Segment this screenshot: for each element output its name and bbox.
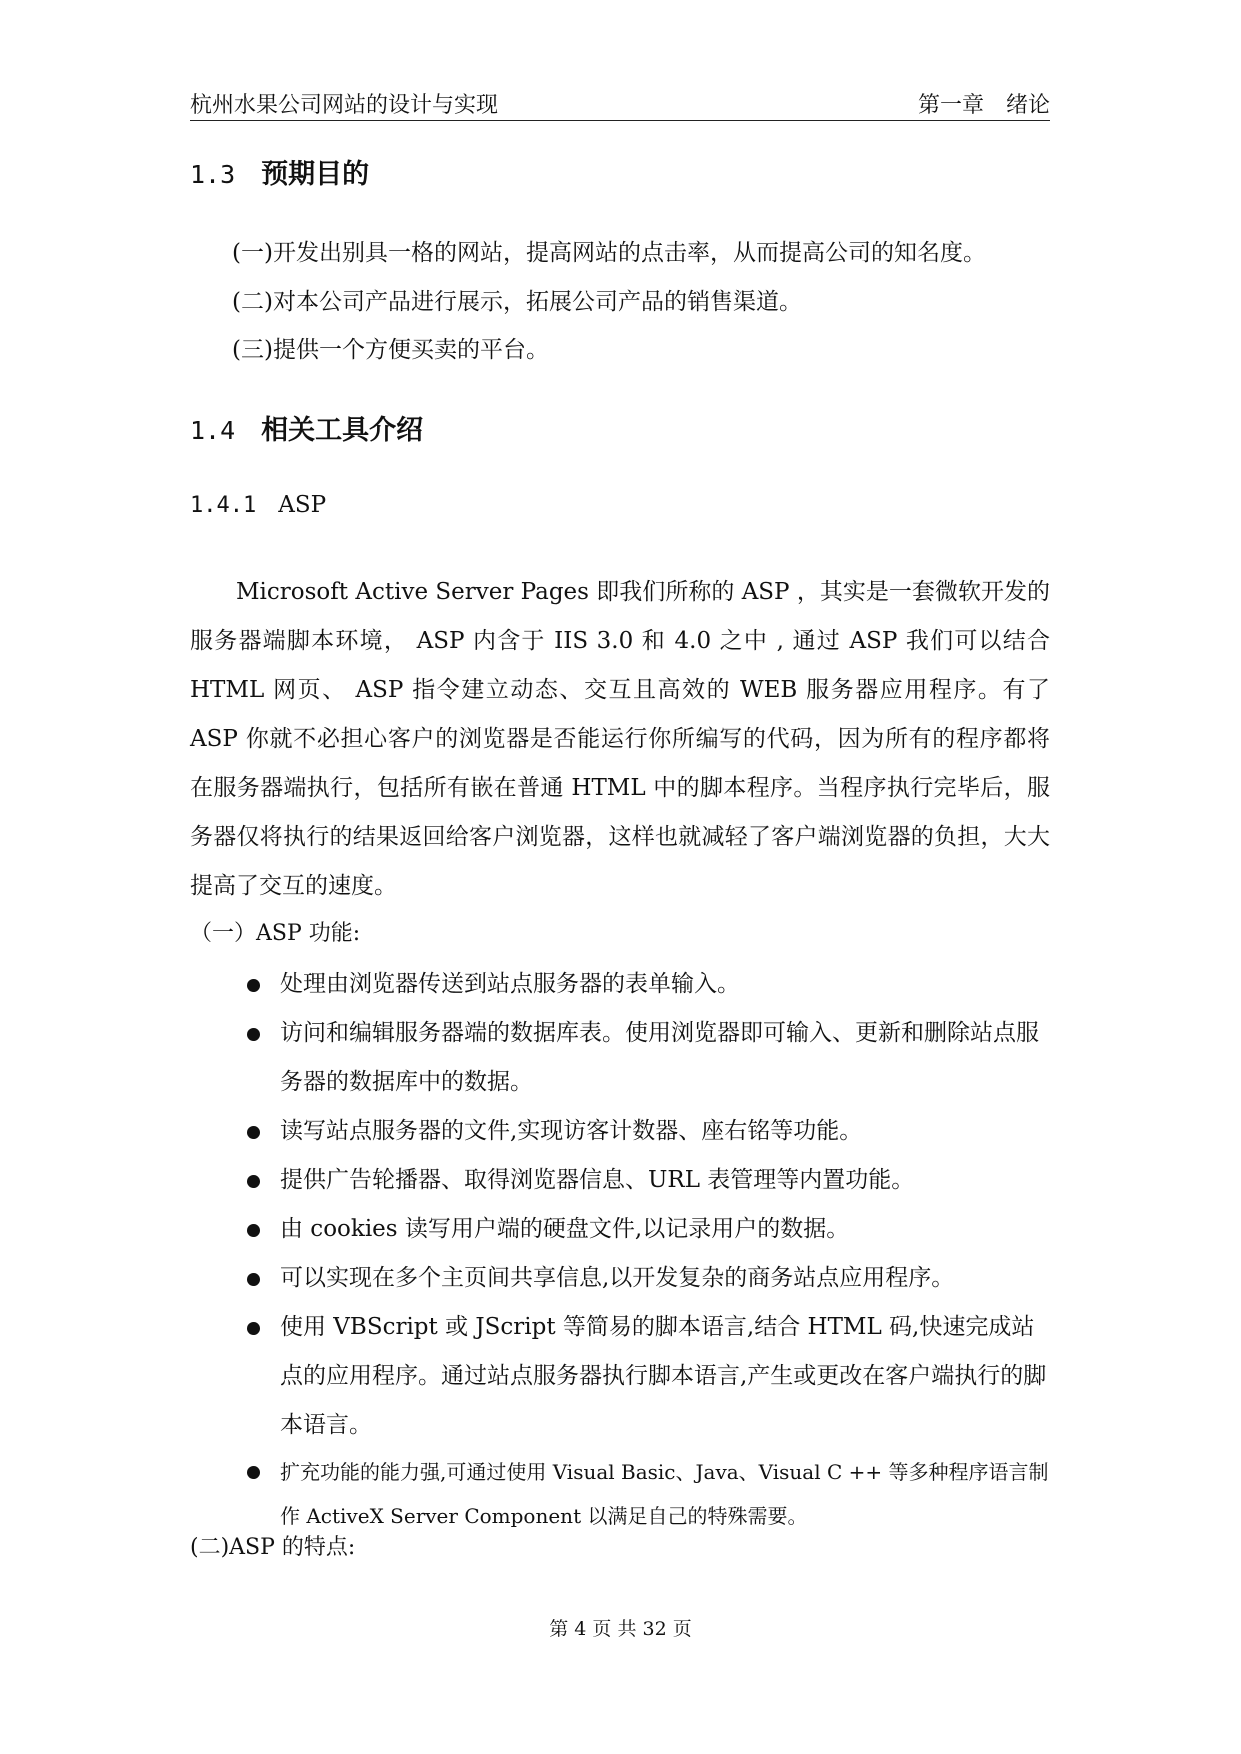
bullet-icon — [247, 1322, 260, 1335]
bullet-icon — [247, 1175, 260, 1188]
list-item — [190, 1254, 1052, 1303]
list-item-text: 可以实现在多个主页间共享信息,以开发复杂的商务站点应用程序。 — [280, 1265, 955, 1291]
section-title: 相关工具介绍 — [261, 415, 424, 446]
list-item-text: 处理由浏览器传送到站点服务器的表单输入。 — [280, 971, 740, 997]
page-header — [190, 86, 1050, 121]
list-item-text: 由 cookies 读写用户端的硬盘文件,以记录用户的数据。 — [280, 1216, 850, 1242]
paragraph-text: Microsoft Active Server Pages 即我们所称的 ASP ，其实是一套微软开发的服务器端脚本环境， ASP 内含于 IIS 3.0 和 4.0 之中 , 通过 ASP 我们可以结合 HTML 网页、 ASP 指令建立动态、交互且高效的 WEB 服务器应用程序。有了 ASP 你就不必担心客户的浏览器是否能运行你所编写的代码，因为所有的程序都将在服务器端执行，包括所有嵌在普通 HTML 中的脚本程序。当程序执行完毕后，服务器仅将执行的结果返回给客户浏览器，这样也就减轻了客户端浏览器的负担，大大提高了交互的速度。 — [190, 579, 1050, 899]
functions-heading: （一）ASP 功能: — [190, 921, 361, 946]
header-title: 杭州水果公司网站的设计与实现 — [190, 93, 499, 118]
list-item — [190, 1009, 1052, 1107]
subsection-number: 1.4.1 — [190, 493, 257, 518]
objective-item: (一)开发出别具一格的网站，提高网站的点击率，从而提高公司的知名度。 — [232, 240, 986, 266]
list-item — [190, 1450, 1052, 1538]
bullet-icon — [247, 1126, 260, 1139]
bullet-icon — [247, 1466, 260, 1479]
section-number: 1.3 — [190, 160, 236, 189]
list-item — [190, 1205, 1052, 1254]
functions-list — [190, 960, 1052, 1538]
bullet-icon — [247, 979, 260, 992]
section-number: 1.4 — [190, 416, 236, 445]
list-item — [190, 1156, 1052, 1205]
section-heading-1-3 — [190, 152, 369, 191]
bullet-icon — [247, 1273, 260, 1286]
bullet-icon — [247, 1224, 260, 1237]
section-heading-1-4 — [190, 408, 423, 447]
features-heading: (二)ASP 的特点: — [190, 1535, 356, 1560]
objective-item: (三)提供一个方便买卖的平台。 — [232, 337, 549, 363]
asp-intro-paragraph — [190, 568, 1050, 911]
section-title: 预期目的 — [261, 159, 370, 190]
objective-item: (二)对本公司产品进行展示，拓展公司产品的销售渠道。 — [232, 289, 802, 315]
list-item-text: 读写站点服务器的文件,实现访客计数器、座右铭等功能。 — [280, 1118, 863, 1144]
list-item-text: 扩充功能的能力强,可通过使用 Visual Basic、Java、Visual C ++ 等多种程序语言制作 ActiveX Server Component 以满足自己的特殊需要。 — [280, 1460, 1049, 1528]
subsection-heading-1-4-1 — [190, 492, 326, 518]
list-item — [190, 1303, 1052, 1450]
list-item-text: 访问和编辑服务器端的数据库表。使用浏览器即可输入、更新和删除站点服务器的数据库中的数据。 — [280, 1020, 1039, 1095]
page-footer: 第 4 页 共 32 页 — [549, 1618, 692, 1640]
list-item-text: 使用 VBScript 或 JScript 等简易的脚本语言,结合 HTML 码,快速完成站点的应用程序。通过站点服务器执行脚本语言,产生或更改在客户端执行的脚本语言。 — [280, 1314, 1047, 1438]
list-item-text: 提供广告轮播器、取得浏览器信息、URL 表管理等内置功能。 — [280, 1167, 915, 1193]
list-item — [190, 1107, 1052, 1156]
header-chapter: 第一章 绪论 — [917, 93, 1050, 118]
list-item — [190, 960, 1052, 1009]
bullet-icon — [247, 1028, 260, 1041]
subsection-title: ASP — [278, 492, 327, 518]
